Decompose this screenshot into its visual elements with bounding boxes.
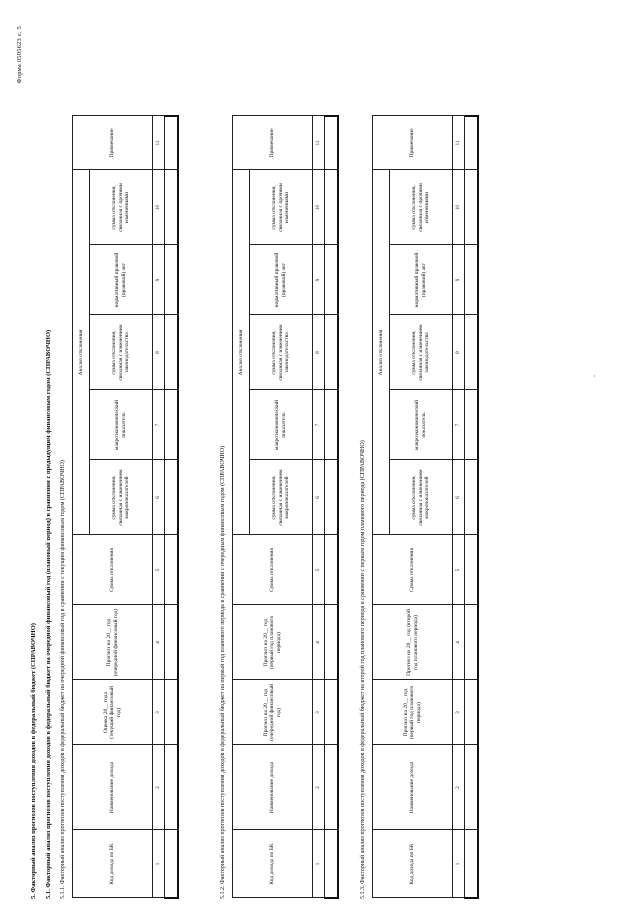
- data-cell[interactable]: [325, 460, 339, 535]
- header-legal-act: нормативный правовой (правовой) акт: [250, 245, 313, 315]
- data-cell[interactable]: [165, 830, 179, 898]
- data-cell[interactable]: [325, 170, 339, 245]
- header-col3: Прогноз на 20__ год (очередной финансовый год): [233, 680, 313, 745]
- data-cell[interactable]: [325, 315, 339, 390]
- data-cell[interactable]: [325, 116, 339, 170]
- header-legal-act: нормативный правовой (правовой) акт: [390, 245, 453, 315]
- data-cell[interactable]: [165, 245, 179, 315]
- column-number: 5: [453, 535, 465, 605]
- factor-table-3: [372, 115, 479, 899]
- header-code: Код дохода по БК: [373, 830, 453, 898]
- column-number: 6: [153, 460, 165, 535]
- header-name: Наименование дохода: [373, 745, 453, 830]
- column-number: 10: [153, 170, 165, 245]
- header-macro-indicator: макроэкономический показатель: [90, 390, 153, 460]
- data-cell[interactable]: [465, 830, 479, 898]
- header-macro-deviation: сумма отклонения, связанная с изменением макропоказателей: [250, 460, 313, 535]
- column-number: 10: [313, 170, 325, 245]
- header-note: Примечание: [233, 116, 313, 170]
- data-cell[interactable]: [165, 116, 179, 170]
- data-cell[interactable]: [465, 390, 479, 460]
- column-number: 6: [453, 460, 465, 535]
- header-macro-indicator: макроэкономический показатель: [250, 390, 313, 460]
- table-row: [325, 116, 339, 898]
- column-number: 6: [313, 460, 325, 535]
- data-cell[interactable]: [165, 315, 179, 390]
- data-cell[interactable]: [465, 116, 479, 170]
- data-cell[interactable]: [165, 605, 179, 680]
- data-cell[interactable]: [325, 535, 339, 605]
- data-cell[interactable]: [325, 390, 339, 460]
- factor-table-2: [232, 115, 339, 899]
- column-number: 8: [313, 315, 325, 390]
- header-name: Наименование дохода: [233, 745, 313, 830]
- header-deviation: Сумма отклонения: [233, 535, 313, 605]
- data-cell[interactable]: [325, 745, 339, 830]
- header-analysis-group: Анализ отклонения: [73, 170, 90, 535]
- data-cell[interactable]: [325, 680, 339, 745]
- column-number: 8: [153, 315, 165, 390]
- column-number: 3: [313, 680, 325, 745]
- header-code: Код дохода по БК: [233, 830, 313, 898]
- header-macro-indicator: макроэкономический показатель: [390, 390, 453, 460]
- header-analysis-group: Анализ отклонения: [373, 170, 390, 535]
- header-note: Примечание: [373, 116, 453, 170]
- data-cell[interactable]: [465, 245, 479, 315]
- header-col4: Прогноз на 20__ год (второй год планового периода): [373, 605, 453, 680]
- data-cell[interactable]: [325, 605, 339, 680]
- data-cell[interactable]: [165, 745, 179, 830]
- header-other-deviation: сумма отклонения, связанная с прочими изменениями: [250, 170, 313, 245]
- data-cell[interactable]: [165, 390, 179, 460]
- header-law-deviation: сумма отклонения, связанная с изменением законодательства: [390, 315, 453, 390]
- column-number: 11: [453, 116, 465, 170]
- column-number: 9: [313, 245, 325, 315]
- data-cell[interactable]: [465, 535, 479, 605]
- factor-table-1: [72, 115, 179, 899]
- header-col3: Прогноз на 20__ год (первый год планового периода): [373, 680, 453, 745]
- data-cell[interactable]: [465, 605, 479, 680]
- section-title: 5. Факторный анализ прогнозов поступления доходов в федеральный бюджет (СПРАВОЧНО): [30, 623, 37, 899]
- scan-mark: -: [592, 375, 598, 377]
- column-number: 4: [453, 605, 465, 680]
- column-number: 1: [153, 830, 165, 898]
- data-cell[interactable]: [465, 170, 479, 245]
- header-analysis-group: Анализ отклонения: [233, 170, 250, 535]
- column-number: 1: [313, 830, 325, 898]
- header-name: Наименование дохода: [73, 745, 153, 830]
- data-cell[interactable]: [465, 315, 479, 390]
- column-number: 4: [313, 605, 325, 680]
- form-number: Форма 0505623 с. 5: [16, 26, 23, 84]
- header-law-deviation: сумма отклонения, связанная с изменением законодательства: [250, 315, 313, 390]
- header-other-deviation: сумма отклонения, связанная с прочими изменениями: [90, 170, 153, 245]
- column-number: 2: [313, 745, 325, 830]
- column-number: 5: [313, 535, 325, 605]
- header-deviation: Сумма отклонения: [373, 535, 453, 605]
- header-col4: Прогноз на 20__ год (первый год планового периода): [233, 605, 313, 680]
- header-note: Примечание: [73, 116, 153, 170]
- column-number: 7: [313, 390, 325, 460]
- column-number: 11: [313, 116, 325, 170]
- column-number: 7: [153, 390, 165, 460]
- header-other-deviation: сумма отклонения, связанная с прочими изменениями: [390, 170, 453, 245]
- column-number: 9: [153, 245, 165, 315]
- data-cell[interactable]: [165, 460, 179, 535]
- data-cell[interactable]: [165, 680, 179, 745]
- table-1-title: 5.1.1. Факторный анализ прогнозов поступления доходов в федеральный бюджет на очередной финансовый год в сравнении с текущим финансовым годом (СПРАВОЧНО): [60, 460, 66, 899]
- data-cell[interactable]: [465, 680, 479, 745]
- section-subtitle: 5.1. Факторный анализ прогнозов поступления доходов в федеральный бюджет на очередной финансовый год (плановый период) в сравнении с предыдущим финансовым годом (СПРАВОЧНО): [45, 329, 52, 899]
- column-number: 2: [453, 745, 465, 830]
- column-number: 9: [453, 245, 465, 315]
- table-row: [465, 116, 479, 898]
- data-cell[interactable]: [465, 460, 479, 535]
- header-col4: Прогноз на 20__ год (очередной финансовый год): [73, 605, 153, 680]
- header-code: Код дохода по БК: [73, 830, 153, 898]
- data-cell[interactable]: [325, 245, 339, 315]
- column-number: 8: [453, 315, 465, 390]
- header-law-deviation: сумма отклонения, связанная с изменением законодательства: [90, 315, 153, 390]
- data-cell[interactable]: [325, 830, 339, 898]
- data-cell[interactable]: [465, 745, 479, 830]
- header-deviation: Сумма отклонения: [73, 535, 153, 605]
- column-number: 7: [453, 390, 465, 460]
- column-number: 5: [153, 535, 165, 605]
- data-cell[interactable]: [165, 170, 179, 245]
- column-number: 10: [453, 170, 465, 245]
- column-number: 4: [153, 605, 165, 680]
- table-row: [165, 116, 179, 898]
- header-col3: Оценка 20__ года (текущий финансовый год): [73, 680, 153, 745]
- data-cell[interactable]: [165, 535, 179, 605]
- table-3-title: 5.1.3. Факторный анализ прогнозов поступления доходов в федеральный бюджет на второй год планового периода в сравнении с первым годом планового периода (СПРАВОЧНО): [360, 440, 366, 899]
- header-legal-act: нормативный правовой (правовой) акт: [90, 245, 153, 315]
- column-number: 1: [453, 830, 465, 898]
- header-macro-deviation: сумма отклонения, связанная с изменением макропоказателей: [390, 460, 453, 535]
- column-number: 3: [153, 680, 165, 745]
- header-macro-deviation: сумма отклонения, связанная с изменением макропоказателей: [90, 460, 153, 535]
- column-number: 3: [453, 680, 465, 745]
- table-2-title: 5.1.2. Факторный анализ прогнозов поступления доходов в федеральный бюджет на первый год планового периода в сравнении с очередным финансовым годом (СПРАВОЧНО): [220, 445, 226, 899]
- column-number: 11: [153, 116, 165, 170]
- column-number: 2: [153, 745, 165, 830]
